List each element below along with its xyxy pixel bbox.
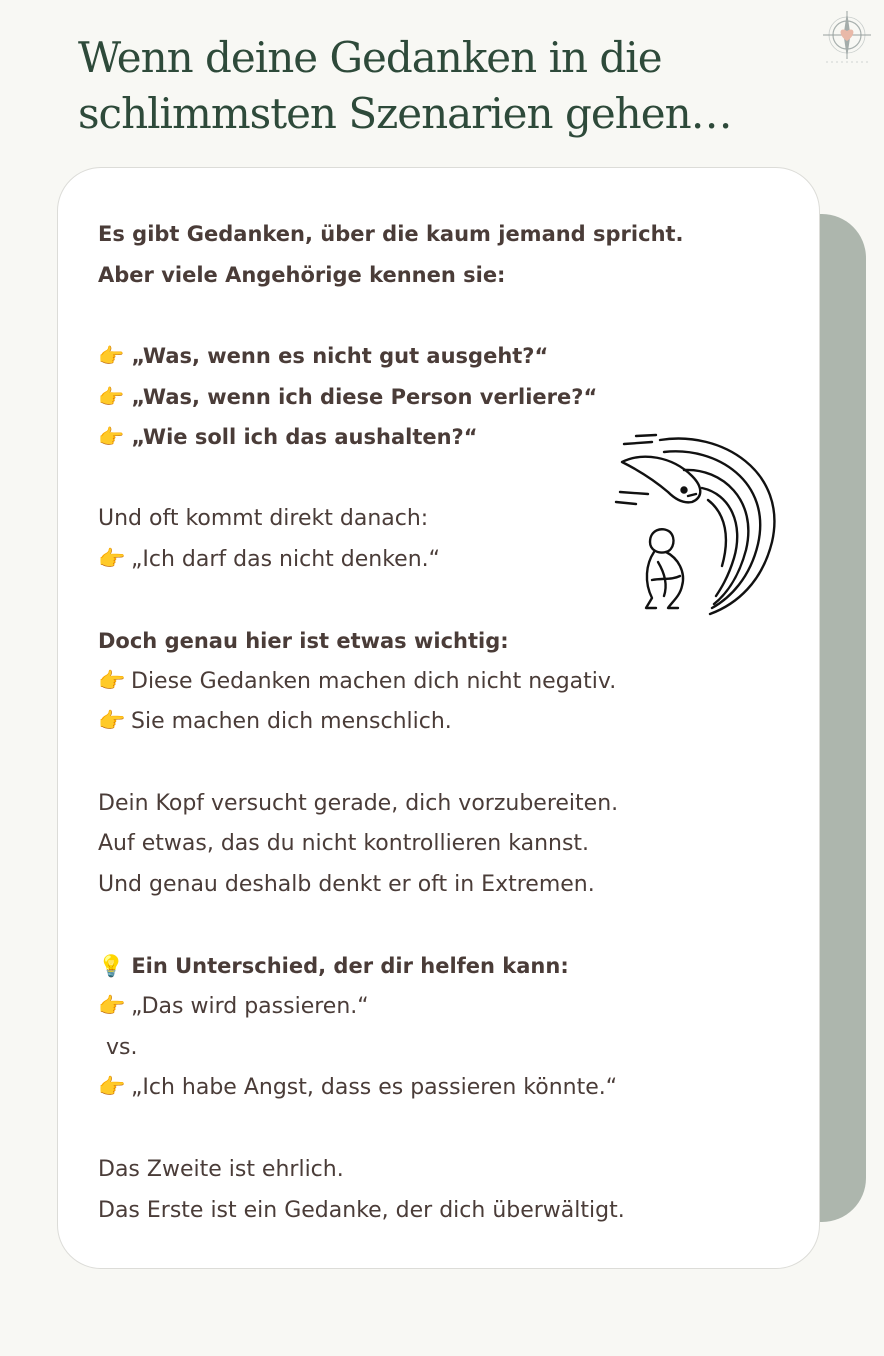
pointing-hand-icon: 👉 bbox=[98, 546, 126, 572]
question-3-text: „Wie soll ich das aushalten?“ bbox=[131, 425, 478, 450]
question-1-text: „Was, wenn es nicht gut ausgeht?“ bbox=[131, 344, 549, 369]
ending-line-2: Das Erste ist ein Gedanke, der dich überwältigt. bbox=[98, 1197, 625, 1223]
difference-line-1 bbox=[98, 987, 758, 1028]
important-heading: Doch genau hier ist etwas wichtig: bbox=[98, 628, 509, 653]
difference-heading-text: Ein Unterschied, der dir helfen kann: bbox=[131, 954, 569, 979]
light-bulb-icon: 💡 bbox=[98, 954, 125, 979]
pointing-hand-icon: 👉 bbox=[98, 384, 125, 409]
question-1 bbox=[98, 336, 758, 377]
title-line-2: schlimmsten Szenarien gehen… bbox=[78, 89, 732, 138]
important-line-2-text: Sie machen dich menschlich. bbox=[131, 709, 452, 735]
difference-line-1-text: „Das wird passieren.“ bbox=[131, 994, 369, 1020]
difference-line-2-text: „Ich habe Angst, dass es passieren könnte.“ bbox=[131, 1075, 618, 1101]
compass-heart-icon bbox=[822, 10, 872, 66]
then-line-1: Und oft kommt direkt danach: bbox=[98, 505, 429, 531]
pointing-hand-icon: 👉 bbox=[98, 344, 125, 369]
then-line-2-text: „Ich darf das nicht denken.“ bbox=[131, 546, 441, 572]
wave-crouching-person-icon bbox=[612, 432, 780, 618]
difference-line-2 bbox=[98, 1068, 758, 1109]
mind-line-1: Dein Kopf versucht gerade, dich vorzubereiten. bbox=[98, 790, 619, 816]
question-2-text: „Was, wenn ich diese Person verliere?“ bbox=[131, 384, 598, 409]
pointing-hand-icon: 👉 bbox=[98, 709, 126, 735]
important-line-1 bbox=[98, 662, 758, 703]
intro-line-1: Es gibt Gedanken, über die kaum jemand spricht. bbox=[98, 222, 684, 246]
ending-line-1: Das Zweite ist ehrlich. bbox=[98, 1156, 344, 1182]
pointing-hand-icon: 👉 bbox=[98, 994, 126, 1020]
important-line-2 bbox=[98, 702, 758, 743]
important-line-1-text: Diese Gedanken machen dich nicht negativ. bbox=[131, 668, 617, 694]
card-content bbox=[98, 214, 758, 1231]
title-line-1: Wenn deine Gedanken in die bbox=[78, 33, 662, 82]
pointing-hand-icon: 👉 bbox=[98, 668, 126, 694]
mind-line-3: Und genau deshalb denkt er oft in Extremen. bbox=[98, 872, 595, 897]
page-title bbox=[78, 30, 778, 142]
intro-line-2: Aber viele Angehörige kennen sie: bbox=[98, 262, 506, 287]
difference-heading bbox=[98, 946, 758, 987]
pointing-hand-icon: 👉 bbox=[98, 425, 125, 450]
pointing-hand-icon: 👉 bbox=[98, 1075, 126, 1101]
versus-label: vs. bbox=[106, 1034, 138, 1060]
question-2 bbox=[98, 377, 758, 418]
mind-line-2: Auf etwas, das du nicht kontrollieren kannst. bbox=[98, 831, 590, 857]
